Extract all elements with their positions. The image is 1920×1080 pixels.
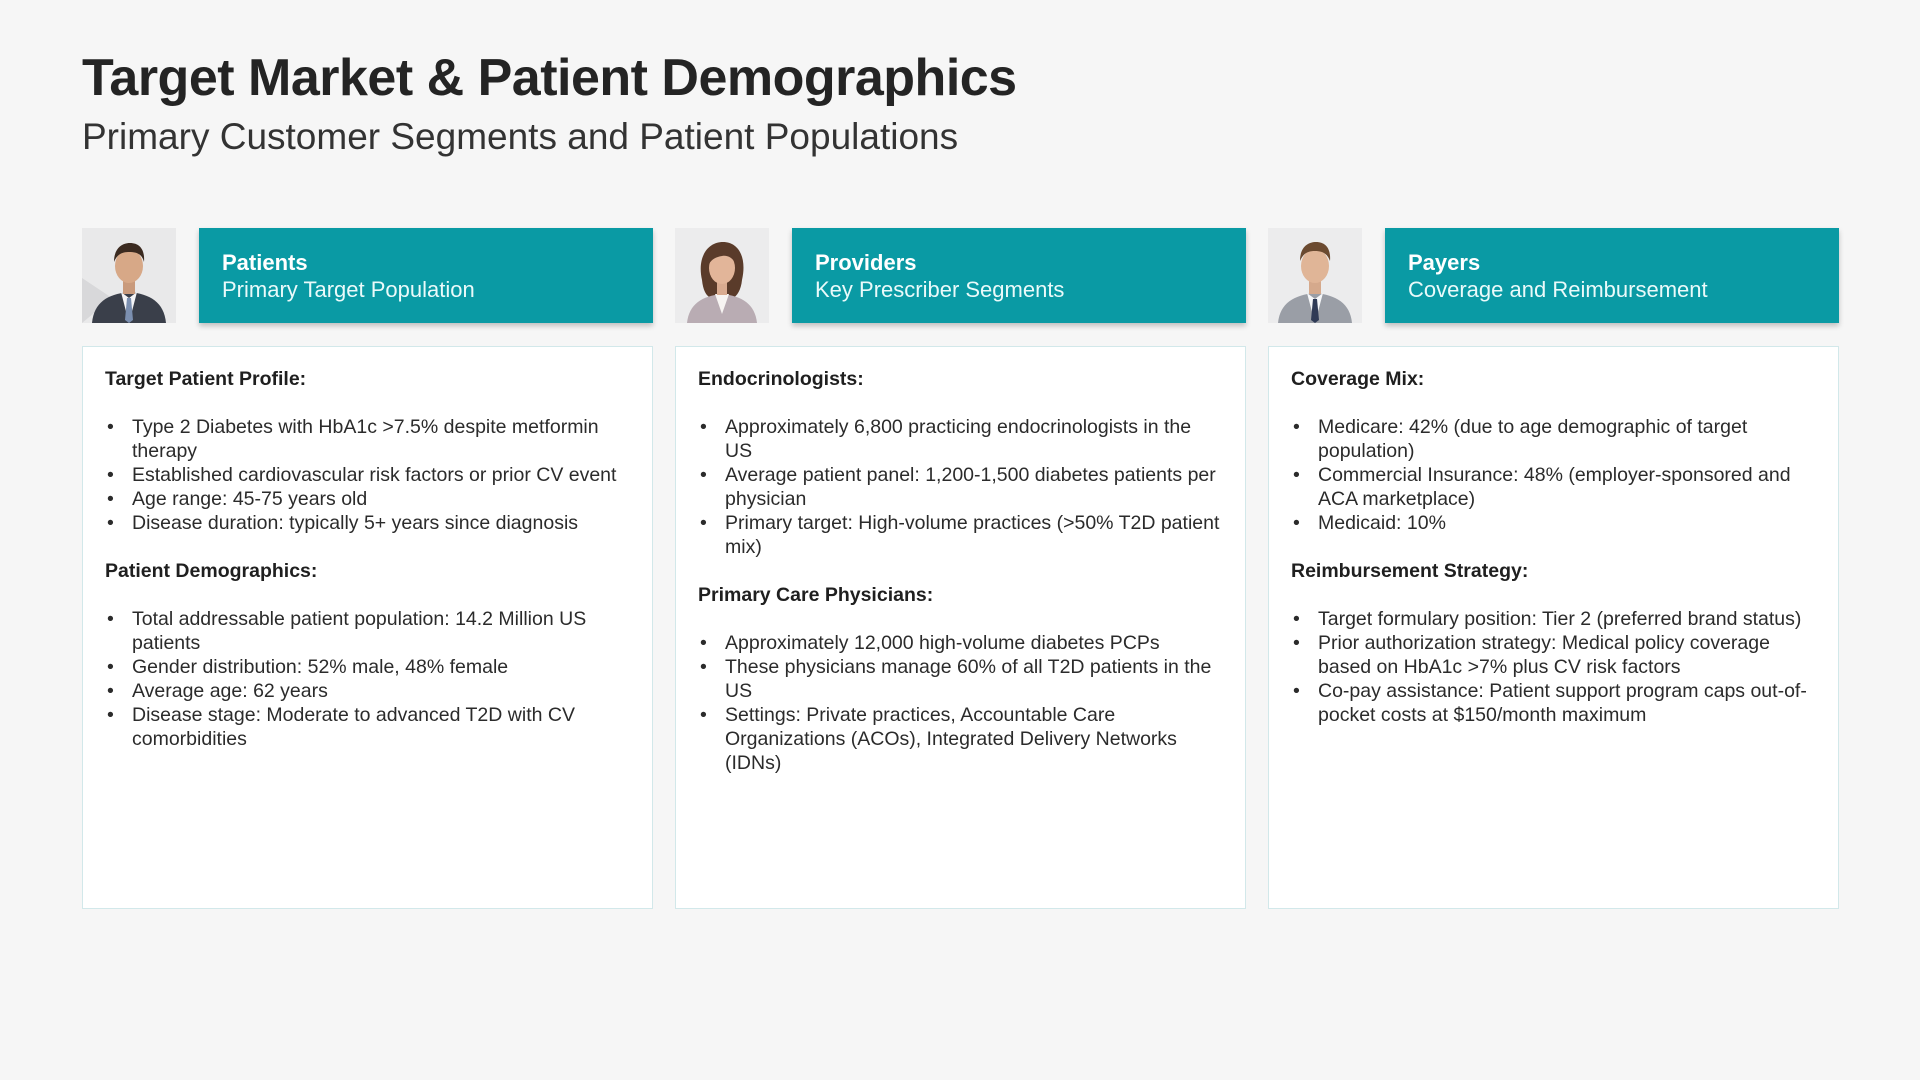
list-item: • Total addressable patient population: 14.2 Million US patients [132,607,630,655]
list-item: • Prior authorization strategy: Medical policy coverage based on HbA1c >7% plus CV risk factors [1318,631,1816,679]
segment-header [82,228,653,323]
segment-subtitle: Coverage and Reimbursement [1408,277,1708,302]
list-item: • Age range: 45-75 years old [132,487,630,511]
bullet-list [698,415,1223,559]
segment-header-banner [199,228,653,323]
segment-subtitle: Primary Target Population [222,277,475,302]
section-title: Patient Demographics: [105,560,318,582]
segment-header-banner [1385,228,1839,323]
bullet-list [1291,607,1816,727]
segment-detail-card [1268,346,1839,909]
segment-column-patients [82,228,653,750]
list-item: • Settings: Private practices, Accountable Care Organizations (ACOs), Integrated Delivery Networks (IDNs) [725,703,1223,775]
list-item: • Medicare: 42% (due to age demographic of target population) [1318,415,1816,463]
page-title: Target Market & Patient Demographics [82,49,1017,107]
list-item: • Approximately 12,000 high-volume diabetes PCPs [725,631,1223,655]
list-item: • Target formulary position: Tier 2 (preferred brand status) [1318,607,1816,631]
person-man-grey-suit-avatar-icon [1268,228,1362,323]
segment-header [675,228,1246,323]
bullet-list [1291,415,1816,535]
segment-title: Patients [222,250,308,275]
segment-subtitle: Key Prescriber Segments [815,277,1065,302]
bullet-list [105,415,630,535]
person-woman-blazer-avatar-icon [675,228,769,323]
page-subtitle: Primary Customer Segments and Patient Populations [82,116,959,157]
list-item: • Co-pay assistance: Patient support program caps out-of-pocket costs at $150/month maximum [1318,679,1816,727]
section-title: Target Patient Profile: [105,368,307,390]
segment-detail-card [675,346,1246,909]
section-title: Primary Care Physicians: [698,584,934,606]
list-item: • Disease duration: typically 5+ years since diagnosis [132,511,630,535]
segment-column-providers [675,228,1246,774]
bullet-list [105,607,630,751]
segment-column-payers [1268,228,1839,726]
person-man-suit-avatar-icon [82,228,176,323]
list-item: • Disease stage: Moderate to advanced T2D with CV comorbidities [132,703,630,751]
avatar [82,228,176,323]
list-item: • Average patient panel: 1,200-1,500 diabetes patients per physician [725,463,1223,511]
segment-header [1268,228,1839,323]
list-item: • Average age: 62 years [132,679,630,703]
section-title: Endocrinologists: [698,368,864,390]
list-item: • Commercial Insurance: 48% (employer-sponsored and ACA marketplace) [1318,463,1816,511]
avatar [1268,228,1362,323]
list-item: • Gender distribution: 52% male, 48% female [132,655,630,679]
bullet-list [698,631,1223,775]
segment-title: Payers [1408,250,1481,275]
segment-title: Providers [815,250,917,275]
list-item: • Established cardiovascular risk factors or prior CV event [132,463,630,487]
list-item: • Primary target: High-volume practices (>50% T2D patient mix) [725,511,1223,559]
avatar [675,228,769,323]
section-title: Reimbursement Strategy: [1291,560,1529,582]
list-item: • Approximately 6,800 practicing endocrinologists in the US [725,415,1223,463]
segment-header-banner [792,228,1246,323]
list-item: • Medicaid: 10% [1318,511,1816,535]
list-item: • Type 2 Diabetes with HbA1c >7.5% despite metformin therapy [132,415,630,463]
segment-detail-card [82,346,653,909]
list-item: • These physicians manage 60% of all T2D patients in the US [725,655,1223,703]
section-title: Coverage Mix: [1291,368,1425,390]
